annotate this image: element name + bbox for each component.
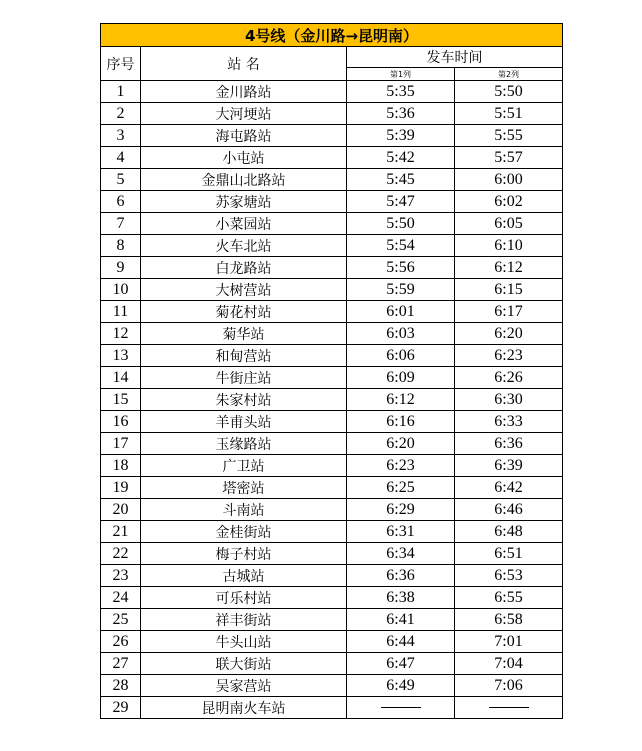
departure-time-train-1 xyxy=(347,697,455,719)
station-name: 苏家塘站 xyxy=(141,191,347,213)
table-row xyxy=(101,103,563,125)
departure-time-train-2: 6:33 xyxy=(455,411,563,433)
departure-time-train-1: 5:56 xyxy=(347,257,455,279)
table-row xyxy=(101,367,563,389)
station-name: 小屯站 xyxy=(141,147,347,169)
departure-time-train-2: 6:15 xyxy=(455,279,563,301)
departure-time-train-2: 6:23 xyxy=(455,345,563,367)
table-row xyxy=(101,609,563,631)
no-service-dash xyxy=(489,707,529,708)
row-number: 26 xyxy=(101,631,141,653)
row-number: 6 xyxy=(101,191,141,213)
table-row xyxy=(101,323,563,345)
table-row xyxy=(101,279,563,301)
row-number: 11 xyxy=(101,301,141,323)
station-name: 金川路站 xyxy=(141,81,347,103)
departure-time-train-1: 6:09 xyxy=(347,367,455,389)
departure-time-train-2: 6:53 xyxy=(455,565,563,587)
row-number: 16 xyxy=(101,411,141,433)
row-number: 27 xyxy=(101,653,141,675)
departure-time-train-2: 6:48 xyxy=(455,521,563,543)
station-name: 祥丰街站 xyxy=(141,609,347,631)
departure-time-train-2: 7:01 xyxy=(455,631,563,653)
departure-time-train-2: 6:39 xyxy=(455,455,563,477)
departure-time-train-1: 6:41 xyxy=(347,609,455,631)
station-name: 火车北站 xyxy=(141,235,347,257)
row-number: 23 xyxy=(101,565,141,587)
table-row xyxy=(101,191,563,213)
departure-time-train-2: 6:05 xyxy=(455,213,563,235)
departure-time-train-1: 6:23 xyxy=(347,455,455,477)
departure-time-train-1: 5:59 xyxy=(347,279,455,301)
station-name: 吴家营站 xyxy=(141,675,347,697)
departure-time-train-1: 6:01 xyxy=(347,301,455,323)
table-row xyxy=(101,411,563,433)
row-number: 20 xyxy=(101,499,141,521)
departure-time-train-1: 6:20 xyxy=(347,433,455,455)
station-name: 可乐村站 xyxy=(141,587,347,609)
departure-time-train-1: 6:03 xyxy=(347,323,455,345)
table-row xyxy=(101,653,563,675)
row-number: 14 xyxy=(101,367,141,389)
departure-time-train-2: 6:36 xyxy=(455,433,563,455)
departure-time-train-1: 5:54 xyxy=(347,235,455,257)
header-train-2: 第2列 xyxy=(455,68,563,81)
header-station: 站 名 xyxy=(141,47,347,81)
row-number: 10 xyxy=(101,279,141,301)
station-name: 牛街庄站 xyxy=(141,367,347,389)
table-row xyxy=(101,477,563,499)
station-name: 古城站 xyxy=(141,565,347,587)
departure-time-train-1: 6:49 xyxy=(347,675,455,697)
departure-time-train-1: 6:25 xyxy=(347,477,455,499)
departure-time-train-1: 6:12 xyxy=(347,389,455,411)
row-number: 4 xyxy=(101,147,141,169)
departure-time-train-2: 6:12 xyxy=(455,257,563,279)
timetable-body xyxy=(101,81,563,719)
row-number: 8 xyxy=(101,235,141,257)
station-name: 牛头山站 xyxy=(141,631,347,653)
departure-time-train-2: 6:02 xyxy=(455,191,563,213)
station-name: 玉缘路站 xyxy=(141,433,347,455)
departure-time-train-1: 6:16 xyxy=(347,411,455,433)
station-name: 联大街站 xyxy=(141,653,347,675)
departure-time-train-1: 5:45 xyxy=(347,169,455,191)
departure-time-train-2: 6:46 xyxy=(455,499,563,521)
row-number: 9 xyxy=(101,257,141,279)
departure-time-train-2: 5:55 xyxy=(455,125,563,147)
row-number: 29 xyxy=(101,697,141,719)
departure-time-train-1: 6:31 xyxy=(347,521,455,543)
departure-time-train-2: 5:50 xyxy=(455,81,563,103)
departure-time-train-2: 7:04 xyxy=(455,653,563,675)
departure-time-train-2: 5:57 xyxy=(455,147,563,169)
table-row xyxy=(101,125,563,147)
table-row xyxy=(101,455,563,477)
table-row xyxy=(101,301,563,323)
header-train-1: 第1列 xyxy=(347,68,455,81)
no-service-dash xyxy=(381,707,421,708)
table-row xyxy=(101,565,563,587)
station-name: 昆明南火车站 xyxy=(141,697,347,719)
row-number: 3 xyxy=(101,125,141,147)
table-row xyxy=(101,697,563,719)
row-number: 15 xyxy=(101,389,141,411)
row-number: 2 xyxy=(101,103,141,125)
table-row xyxy=(101,235,563,257)
header-index: 序号 xyxy=(101,47,141,81)
table-row xyxy=(101,81,563,103)
departure-time-train-1: 5:39 xyxy=(347,125,455,147)
table-row xyxy=(101,345,563,367)
station-name: 羊甫头站 xyxy=(141,411,347,433)
departure-time-train-2: 6:00 xyxy=(455,169,563,191)
table-row xyxy=(101,499,563,521)
station-name: 斗南站 xyxy=(141,499,347,521)
row-number: 24 xyxy=(101,587,141,609)
row-number: 25 xyxy=(101,609,141,631)
station-name: 菊花村站 xyxy=(141,301,347,323)
table-row xyxy=(101,587,563,609)
header-departure-time: 发车时间 xyxy=(347,47,563,68)
row-number: 17 xyxy=(101,433,141,455)
departure-time-train-1: 6:38 xyxy=(347,587,455,609)
table-row xyxy=(101,631,563,653)
departure-time-train-1: 6:29 xyxy=(347,499,455,521)
row-number: 22 xyxy=(101,543,141,565)
station-name: 金鼎山北路站 xyxy=(141,169,347,191)
departure-time-train-2: 6:55 xyxy=(455,587,563,609)
row-number: 5 xyxy=(101,169,141,191)
station-name: 菊华站 xyxy=(141,323,347,345)
station-name: 广卫站 xyxy=(141,455,347,477)
row-number: 7 xyxy=(101,213,141,235)
departure-time-train-1: 5:42 xyxy=(347,147,455,169)
departure-time-train-2: 6:20 xyxy=(455,323,563,345)
row-number: 21 xyxy=(101,521,141,543)
departure-time-train-2: 6:17 xyxy=(455,301,563,323)
departure-time-train-1: 5:35 xyxy=(347,81,455,103)
station-name: 朱家村站 xyxy=(141,389,347,411)
station-name: 金桂街站 xyxy=(141,521,347,543)
row-number: 19 xyxy=(101,477,141,499)
table-row xyxy=(101,147,563,169)
table-row xyxy=(101,213,563,235)
table-row xyxy=(101,169,563,191)
departure-time-train-1: 5:50 xyxy=(347,213,455,235)
departure-time-train-1: 6:06 xyxy=(347,345,455,367)
departure-time-train-2 xyxy=(455,697,563,719)
departure-time-train-1: 5:47 xyxy=(347,191,455,213)
departure-time-train-1: 5:36 xyxy=(347,103,455,125)
departure-time-train-2: 6:10 xyxy=(455,235,563,257)
row-number: 28 xyxy=(101,675,141,697)
table-row xyxy=(101,521,563,543)
row-number: 12 xyxy=(101,323,141,345)
station-name: 梅子村站 xyxy=(141,543,347,565)
station-name: 大河埂站 xyxy=(141,103,347,125)
departure-time-train-1: 6:34 xyxy=(347,543,455,565)
departure-time-train-2: 7:06 xyxy=(455,675,563,697)
departure-time-train-2: 6:30 xyxy=(455,389,563,411)
departure-time-train-1: 6:36 xyxy=(347,565,455,587)
table-row xyxy=(101,257,563,279)
station-name: 白龙路站 xyxy=(141,257,347,279)
departure-time-train-1: 6:47 xyxy=(347,653,455,675)
station-name: 大树营站 xyxy=(141,279,347,301)
row-number: 1 xyxy=(101,81,141,103)
table-row xyxy=(101,389,563,411)
row-number: 13 xyxy=(101,345,141,367)
station-name: 小菜园站 xyxy=(141,213,347,235)
station-name: 海屯路站 xyxy=(141,125,347,147)
timetable-title: 4号线（金川路→昆明南） xyxy=(101,24,563,47)
departure-time-train-2: 6:26 xyxy=(455,367,563,389)
table-row xyxy=(101,543,563,565)
table-row xyxy=(101,433,563,455)
departure-time-train-2: 5:51 xyxy=(455,103,563,125)
departure-time-train-1: 6:44 xyxy=(347,631,455,653)
timetable xyxy=(100,23,563,719)
departure-time-train-2: 6:58 xyxy=(455,609,563,631)
station-name: 和甸营站 xyxy=(141,345,347,367)
departure-time-train-2: 6:51 xyxy=(455,543,563,565)
table-row xyxy=(101,675,563,697)
row-number: 18 xyxy=(101,455,141,477)
departure-time-train-2: 6:42 xyxy=(455,477,563,499)
station-name: 塔密站 xyxy=(141,477,347,499)
